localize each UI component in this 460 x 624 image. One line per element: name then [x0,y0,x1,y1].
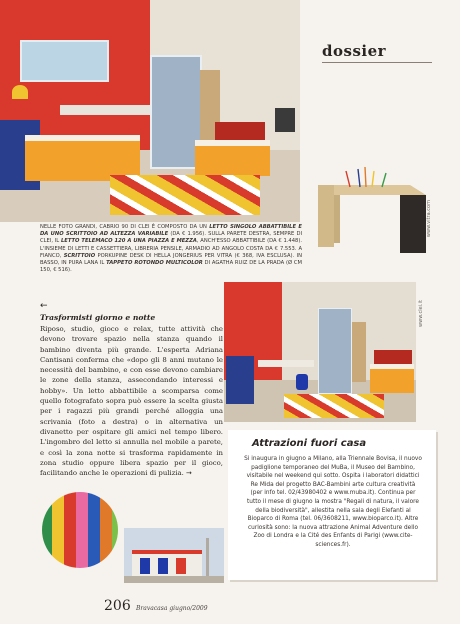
publication-footer: Bravacasa giugno/2009 [136,605,208,612]
bedroom-photo-study [224,282,416,422]
header-rule [322,62,432,63]
photo-credit-mid: www.clei.it [418,300,424,327]
page-number: 206 [104,598,131,614]
round-rug-image [40,490,120,570]
info-box-title: Attrazioni fuori casa [252,438,367,449]
photo-credit-desk: www.vitra.com [426,200,432,238]
article-title: Trasformisti giorno e notte [40,313,156,322]
bedroom-photo-main [0,0,300,222]
desk-product-image [310,165,430,265]
section-header: dossier [322,42,387,60]
muba-pavilion-image [124,528,224,583]
article-end-arrow-icon: → [183,469,192,478]
article-body: Riposo, studio, gioco e relax, tutte attività che devono trovare spazio nella stanza quando il bambino diventa più grande. L'esperta Adriana Cantisani conferma che «dopo gli 8 anni mutano le necessità del bambino, e con esse devono cambiare le zone della stanza, assecondando interessi e hobby». Un letto abbattibile a scomparsa come quello fotografato sopra può essere la scelta giusta per i ragazzi più grandi perché alloggia una scrivania (foto a destra) o in alternativa un divanetto per ospitare gli amici nel tempo libero. L'ingombro del letto si annulla nel mobile a parete, e così la zona notte si trasforma rapidamente in zona studio oppure libera spazio per il gioco, facilitando anche le operazioni di pulizia. → [40,325,223,478]
photo-caption: NELLE FOTO GRANDI, CABRIO 90 DI CLEI È COMPOSTO DA UN LETTO SINGOLO ABBATTIBILE E DA UNO SCRITTOIO AD ALTEZZA VARIABILE (DA € 1.956). SULLA PARETE DESTRA, SEMPRE DI CLEI, IL LETTO TELEMACO 120 A UNA PIAZZA E MEZZA, ANCH'ESSO ABBATTIBILE (DA € 1.448). L'INSIEME DI LETTI E CASSETTIERA, LIBRERIA PENSILE, ARMADIO AD ANGOLO COSTA DA € 7.553. A FIANCO, SCRITTOIO PORKUPINE DESK DI HELLA JONGERIUS PER VITRA (€ 368, IVA ESCLUSA). IN BASSO, IN PURA LANA IL TAPPETO ROTONDO MULTICOLOR DI AGATHA RUIZ DE LA PRADA (Ø CM 150, € 516). [40,224,302,274]
article-arrow-icon: ← [40,301,48,311]
info-box-body: Si inaugura in giugno a Milano, alla Triennale Bovisa, il nuovo padiglione temporaneo del MuBa, il Museo del Bambino, visitabile nel weekend qui sotto. Ospita i laboratori didattici Re Mida del progetto BAC-Bambini arte cultura creatività (per info tel. 02/43980402 e www.muba.it). Continua per tutto il mese di giugno la mostra "Regali di natura, il valore della biodiversità", allestita nella sala degli Elefanti al Bioparco di Roma (tel. 06/3608211, www.bioparco.it). Altre curiosità sono: la nuova attrazione Animal Adventure dello Zoo di Londra e la Cité des Enfants di Parigi (www.cite-sciences.fr). [244,456,422,548]
